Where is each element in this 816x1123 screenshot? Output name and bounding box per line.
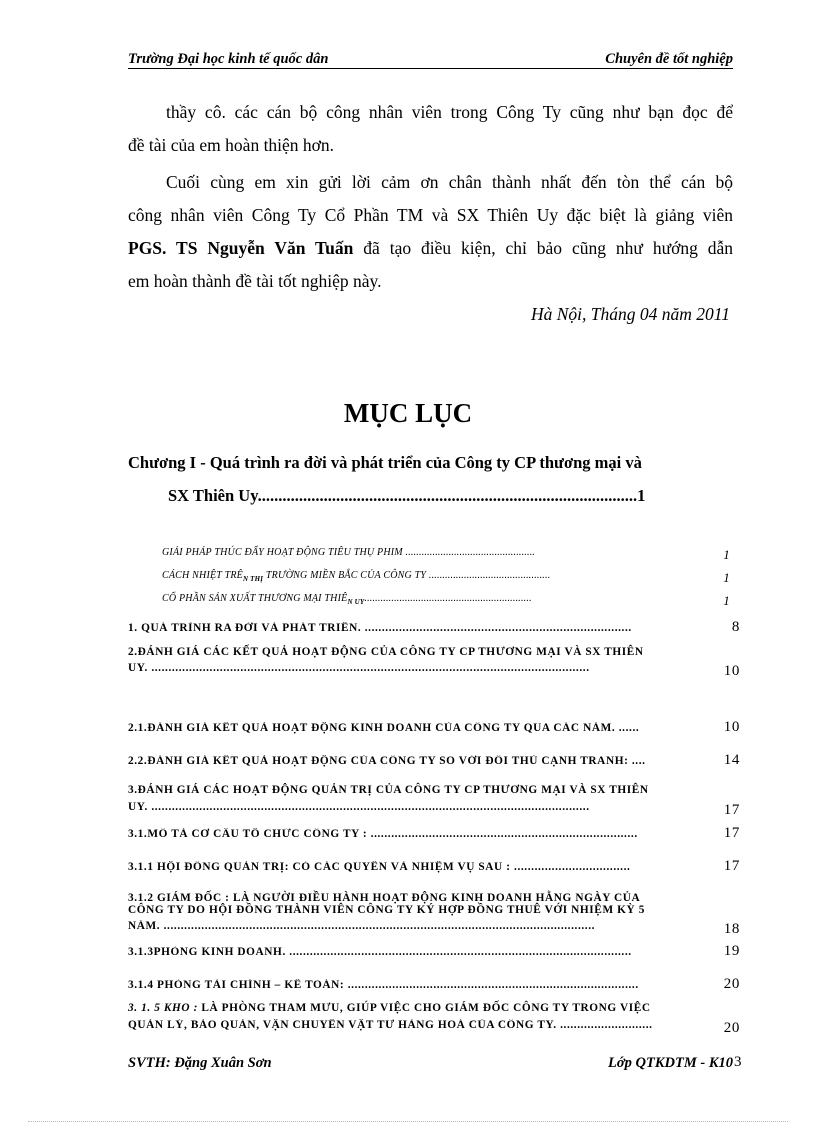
toc-page-number: 18 — [723, 921, 740, 937]
toc-entry-text: TRƯỜNG MIỀN BẮC CỦA CÔNG TY ............................................. — [263, 570, 551, 581]
page-boundary — [28, 1121, 788, 1122]
toc-page-number: 8 — [731, 619, 740, 635]
toc-entry-text: 3.ĐÁNH GIÁ CÁC HOẠT ĐỘNG QUẢN TRỊ CỦA CÔNG TY CP THƯƠNG MẠI VÀ SX THIÊN — [128, 784, 649, 796]
toc-entry-text: 3.1.2 GIÁM ĐỐC : LÀ NGƯỜI ĐIỀU HÀNH HOẠT ĐỘNG KINH DOANH HẰNG NGÀY CỦA — [128, 892, 641, 904]
toc-entry[interactable] — [128, 943, 740, 964]
advisor-name: PGS. TS Nguyễn Văn Tuấn — [128, 238, 354, 258]
header-school: Trường Đại học kinh tế quốc dân — [128, 51, 329, 67]
toc-entry-mark: N UY — [347, 598, 365, 606]
text-line: thầy cô. các cán bộ công nhân viên trong Công Ty cũng như bạn đọc để — [166, 102, 733, 122]
toc-entry-text: UY. ................................................................................................................................ — [128, 662, 590, 674]
toc-small-entry[interactable] — [162, 593, 730, 609]
text-line — [128, 232, 733, 265]
toc-page-number: 17 — [723, 858, 740, 874]
header-doc-type: Chuyên đề tốt nghiệp — [605, 51, 733, 67]
toc-entry-mark: N THỊ — [242, 575, 264, 583]
toc-entry[interactable] — [128, 752, 740, 773]
toc-page-number: 17 — [723, 802, 740, 818]
page-footer — [128, 1055, 733, 1075]
footer-student: SVTH: Đặng Xuân Sơn — [128, 1055, 272, 1071]
place-date: Hà Nội, Tháng 04 năm 2011 — [531, 304, 730, 324]
footer-class: Lớp QTKDTM - K10 — [608, 1055, 733, 1071]
toc-entry-text: 3.1.1 HỘI ĐỒNG QUẢN TRỊ: CÓ CÁC QUYỀN VÀ NHIỆM VỤ SAU : .................................. — [128, 861, 631, 873]
toc-page-number: 10 — [723, 719, 740, 735]
toc-page-number: 1 — [723, 570, 730, 585]
toc-small-entry[interactable] — [162, 570, 730, 586]
toc-page-number: 1 — [723, 547, 730, 562]
toc-entry-text: 2.1.ĐÁNH GIÁ KẾT QUẢ HOẠT ĐỘNG KINH DOANH CỦA CÔNG TY QUA CÁC NĂM. ...... — [128, 722, 640, 734]
toc-entry[interactable] — [128, 619, 740, 640]
toc-entry[interactable] — [128, 853, 740, 937]
toc-entry-text: 2.2.ĐÁNH GIÁ KẾT QUẢ HOẠT ĐỘNG CỦA CÔNG TY SO VỚI ĐỐI THỦ CẠNH TRANH: .... — [128, 755, 646, 767]
page-title: MỤC LỤC — [343, 398, 473, 428]
toc-entry-text: NĂM. .............................................................................................................................. — [128, 920, 596, 932]
toc-entry[interactable] — [128, 646, 740, 682]
toc-page-number: 14 — [723, 752, 740, 768]
toc-entry[interactable] — [128, 976, 740, 997]
toc-chapter-line1[interactable]: Chương I - Quá trình ra đời và phát triển của Công ty CP thương mại và — [128, 453, 642, 472]
toc-page-number: 20 — [723, 1020, 740, 1036]
paragraph-1 — [128, 96, 733, 162]
toc-entry-text: CÔNG TY DO HỘI ĐỒNG THÀNH VIÊN CÔNG TY KÝ HỢP ĐỒNG THUÊ VỚI NHIỆM KỲ 5 — [128, 904, 645, 916]
toc-entry-text: 3. 1. 5 KHO : — [128, 1002, 198, 1014]
toc-entry-text: 3.1.MÔ TẢ CƠ CẤU TỔ CHỨC CÔNG TY : .............................................................................. — [128, 828, 638, 840]
toc-page-number: 10 — [723, 663, 740, 679]
toc-entry[interactable] — [128, 1002, 740, 1038]
toc-entry-text: UY. ................................................................................................................................ — [128, 801, 590, 813]
toc-page-number: 20 — [723, 976, 740, 992]
page-number: 3 — [734, 1054, 742, 1070]
toc-page-number: 19 — [723, 943, 740, 959]
page-header — [128, 50, 733, 69]
text-line: em hoàn thành đề tài tốt nghiệp này. — [128, 271, 382, 291]
toc-entry[interactable] — [128, 825, 740, 846]
toc-entry-text: QUẢN LÝ, BẢO QUẢN, VẬN CHUYỂN VẬT TƯ HÀNG HOÁ CỦA CÔNG TY. ........................... — [128, 1019, 653, 1031]
toc-entry-text: .............................................................. — [364, 593, 532, 604]
text-line: Cuối cùng em xin gửi lời cảm ơn chân thành nhất đến tòn thể cán bộ — [166, 172, 733, 192]
toc-entry[interactable] — [128, 719, 740, 740]
toc-entry-text: 3.1.3PHÒNG KINH DOANH. .................................................................................................... — [128, 946, 632, 958]
text-line: đề tài của em hoàn thiện hơn. — [128, 135, 335, 155]
toc-entry-text: CÁCH NHIỆT TRÊ — [162, 570, 243, 581]
paragraph-2 — [128, 166, 733, 298]
toc-entry-text: 1. QUÁ TRÌNH RA ĐỜI VÀ PHÁT TRIỂN. .............................................................................. — [128, 622, 632, 634]
toc-entry-text: LÀ PHÒNG THAM MƯU, GIÚP VIỆC CHO GIÁM ĐỐC CÔNG TY TRONG VIỆC — [197, 1002, 651, 1014]
toc-entry[interactable] — [128, 784, 740, 820]
text-span: đã tạo điều kiện, chỉ bảo cũng như hướng dẫn — [353, 238, 734, 258]
toc-entry-text: CỔ PHẦN SẢN XUẤT THƯƠNG MẠI THIÊ — [162, 593, 348, 604]
toc-entry-text: GIẢI PHÁP THÚC ĐẨY HOẠT ĐỘNG TIÊU THỤ PHIM ................................................ — [162, 547, 536, 558]
toc-entry-text: 3.1.4 PHÒNG TÀI CHÍNH – KẾ TOÁN: ..................................................................................... — [128, 979, 639, 991]
text-line: công nhân viên Công Ty Cổ Phần TM và SX Thiên Uy đặc biệt là giảng viên — [128, 205, 733, 225]
toc-chapter-line2[interactable]: SX Thiên Uy............................................................................................1 — [168, 486, 646, 505]
toc-entry-text: 2.ĐÁNH GIÁ CÁC KẾT QUẢ HOẠT ĐỘNG CỦA CÔNG TY CP THƯƠNG MẠI VÀ SX THIÊN — [128, 646, 644, 658]
toc-small-entry[interactable] — [162, 547, 730, 563]
toc-page-number: 17 — [723, 825, 740, 841]
toc-page-number: 1 — [723, 593, 730, 608]
